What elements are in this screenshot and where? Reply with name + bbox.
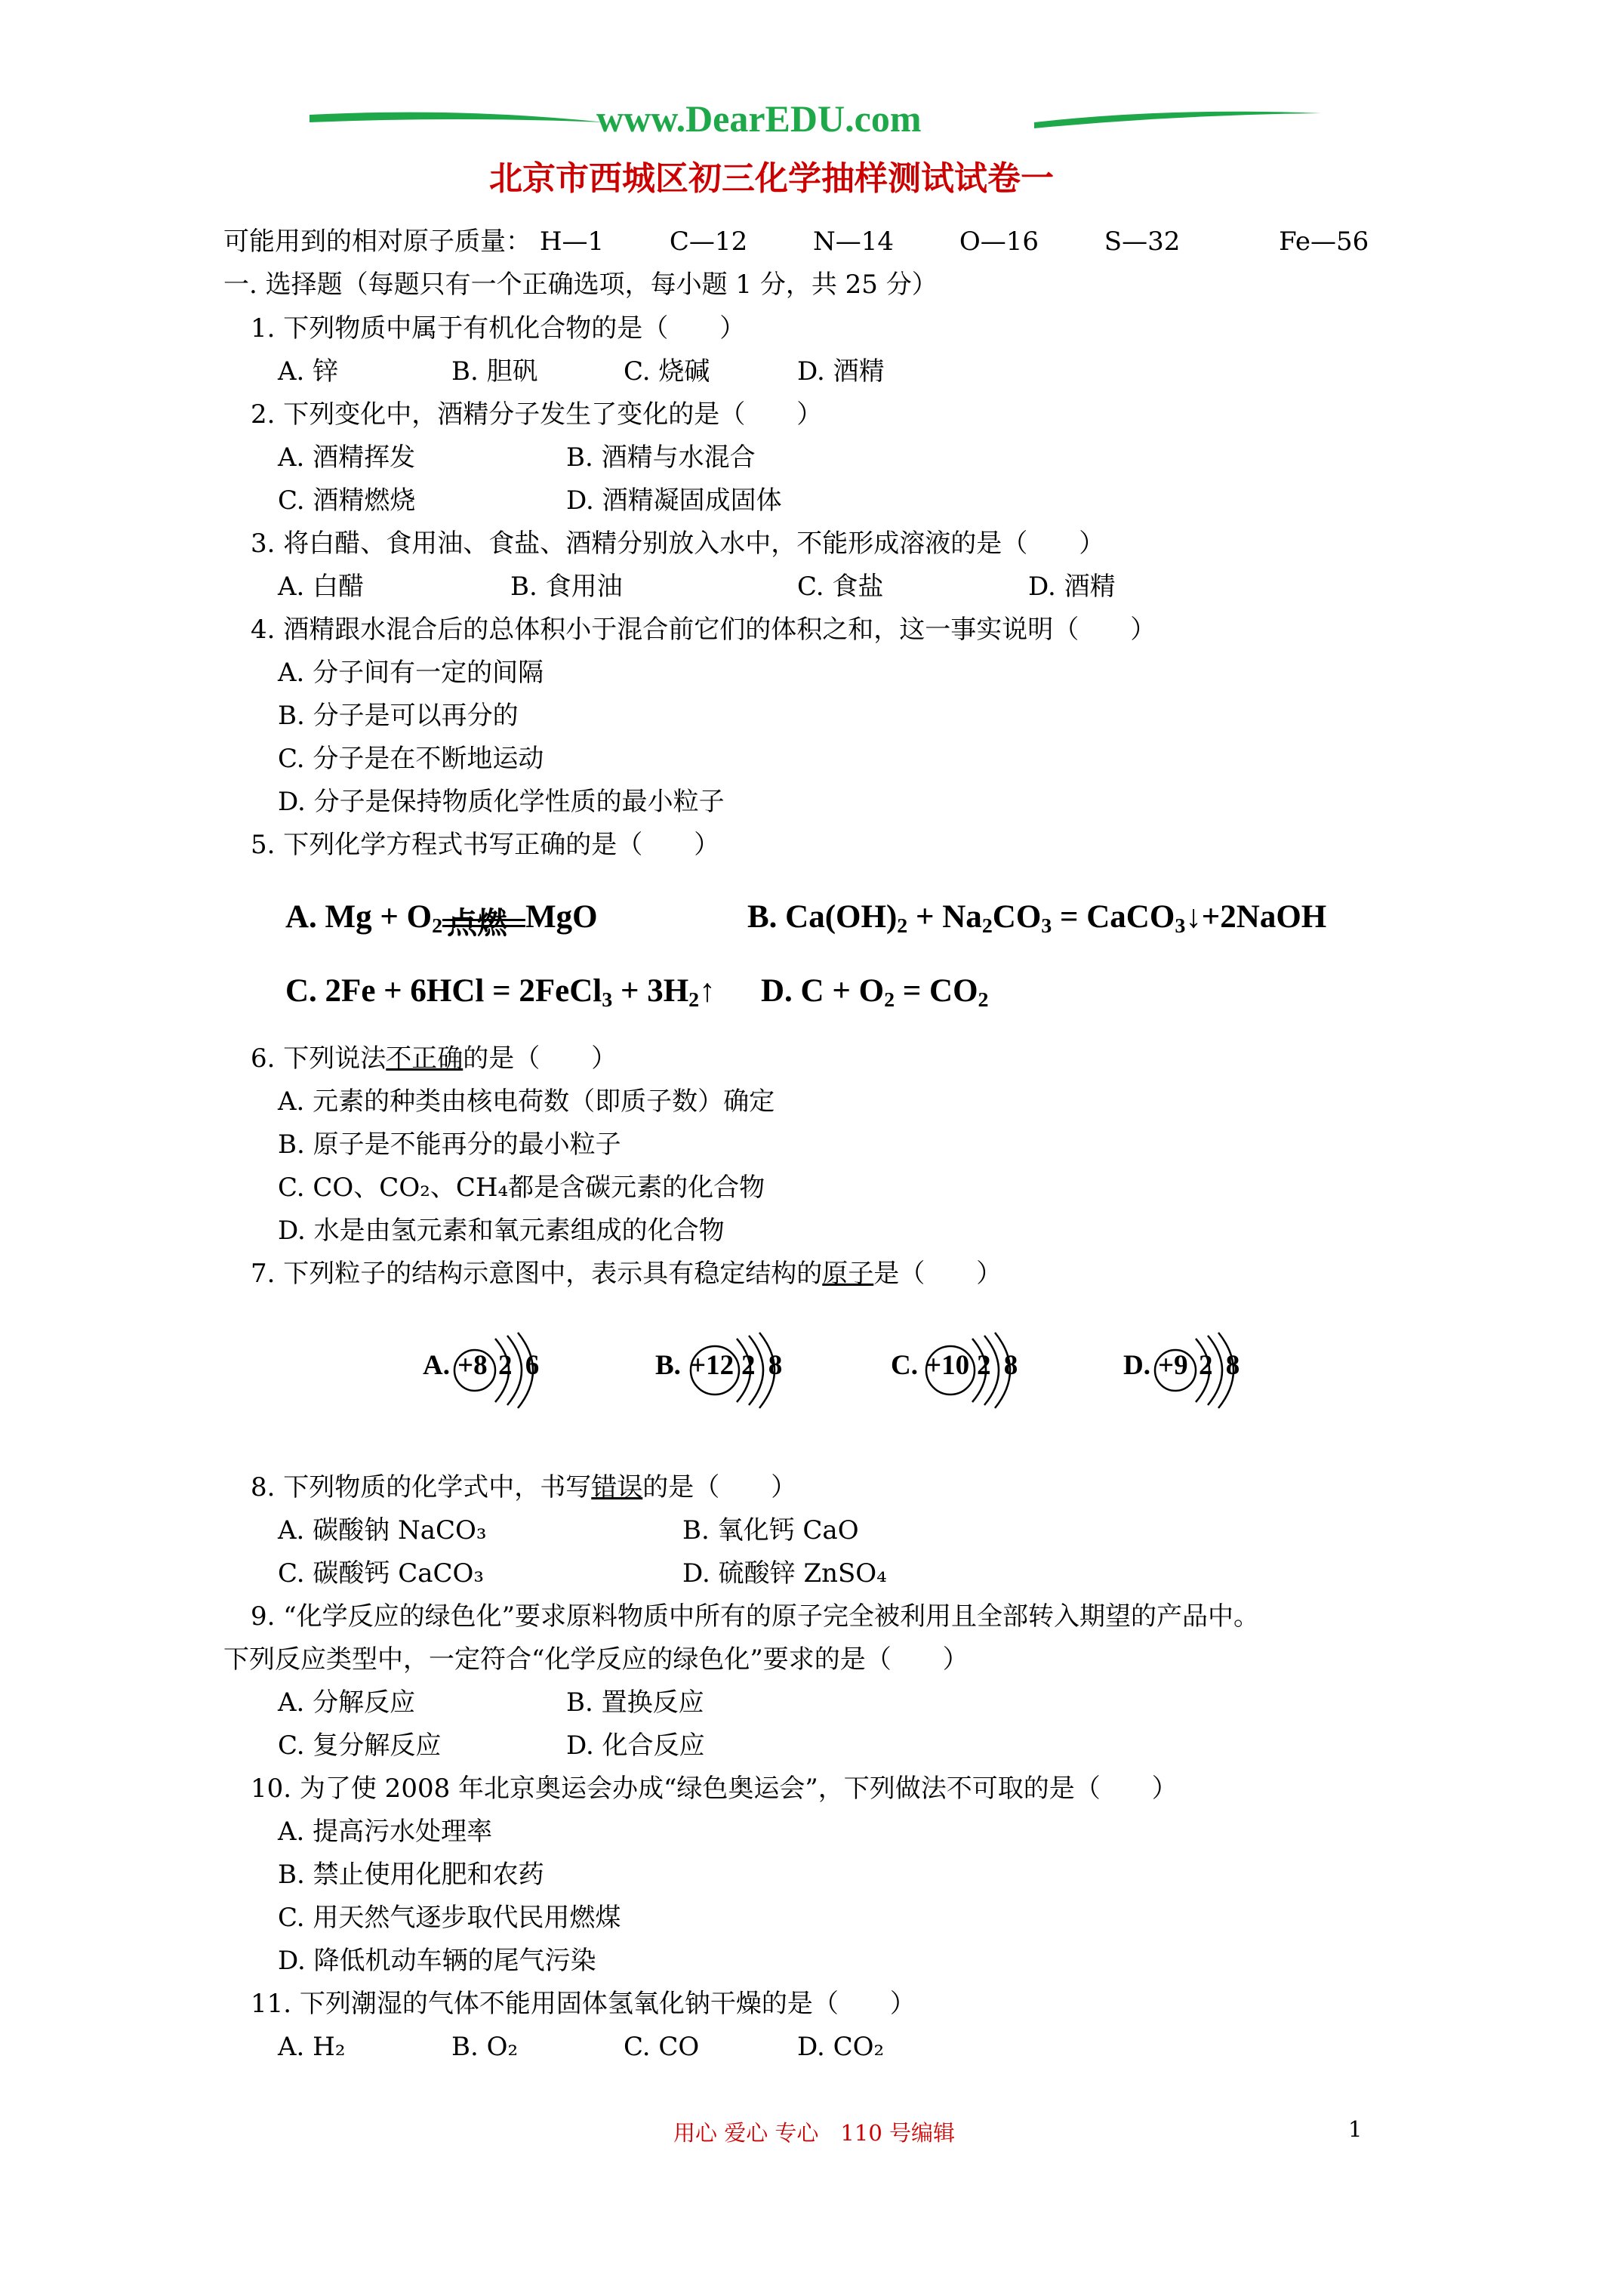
question-stem: 7. 下列粒子的结构示意图中，表示具有稳定结构的原子是（ ） [251, 1259, 1002, 1289]
banner-swoosh-left [310, 106, 604, 136]
question-stem: 9. “化学反应的绿色化”要求原料物质中所有的原子完全被利用且全部转入期望的产品中。 [251, 1601, 1260, 1632]
equation-c: C. 2Fe + 6HCl = 2FeCl$_3$ + $3H_2↑$ [285, 973, 716, 1012]
question-stem: 10. 为了使 2008 年北京奥运会办成“绿色奥运会”，下列做法不可取的是（ ） [251, 1774, 1178, 1804]
question-stem: 8. 下列物质的化学式中，书写错误的是（ ） [251, 1472, 797, 1502]
option: C. CO [624, 2032, 700, 2062]
site-url: www.DearEDU.com [596, 97, 922, 140]
equation-b: B. $Ca(OH)_2 + Na_2CO_3$ = CaCO$_3$↓+2NaOH [747, 899, 1327, 938]
atomic-mass-item: Fe—56 [1279, 227, 1369, 257]
option: C. 复分解反应 [278, 1730, 442, 1761]
option: B. 分子是可以再分的 [278, 701, 519, 731]
option: A. 元素的种类由核电荷数（即质子数）确定 [278, 1086, 775, 1117]
option: A. 锌 [278, 356, 339, 387]
question-stem: 2. 下列变化中，酒精分子发生了变化的是（ ） [251, 399, 823, 430]
option: A. 分解反应 [278, 1687, 416, 1718]
option: C. 碳酸钙 CaCO₃ [278, 1558, 485, 1589]
option: B. 酒精与水混合 [566, 442, 756, 473]
atom-diagram-a: A. +8 2 6 [423, 1325, 551, 1416]
question-stem: 3. 将白醋、食用油、食盐、酒精分别放入水中，不能形成溶液的是（ ） [251, 529, 1105, 559]
option: C. 食盐 [797, 572, 884, 602]
question-stem: 1. 下列物质中属于有机化合物的是（ ） [251, 313, 746, 344]
atom-diagram-b: B. +12 2 8 [655, 1325, 799, 1416]
footer-slogan: 用心 爱心 专心 110 号编辑 [673, 2120, 956, 2146]
option: A. H₂ [278, 2032, 346, 2062]
option: A. 分子间有一定的间隔 [278, 658, 544, 688]
option: C. 用天然气逐步取代民用燃煤 [278, 1903, 621, 1933]
option: A. 提高污水处理率 [278, 1817, 493, 1847]
atom-diagram-d: D. +9 2 8 [1123, 1325, 1252, 1416]
equation-d: D. $C + O_2 = CO_2$ [761, 973, 989, 1012]
option: B. O₂ [451, 2032, 519, 2062]
reaction-condition: 点燃 [447, 906, 508, 940]
option: D. 酒精凝固成固体 [566, 485, 782, 516]
option: D. 降低机动车辆的尾气污染 [278, 1946, 596, 1976]
option: D. 水是由氢元素和氧元素组成的化合物 [278, 1216, 725, 1246]
section-heading: 一. 选择题（每题只有一个正确选项，每小题 1 分，共 25 分） [223, 270, 938, 300]
option: A. 酒精挥发 [278, 442, 416, 473]
option: D. 化合反应 [566, 1730, 705, 1761]
question-stem: 6. 下列说法不正确的是（ ） [251, 1043, 617, 1074]
question-stem: 11. 下列潮湿的气体不能用固体氢氧化钠干燥的是（ ） [251, 1989, 916, 2019]
page-title: 北京市西城区初三化学抽样测试试卷一 [489, 159, 1054, 198]
option: C. 分子是在不断地运动 [278, 744, 544, 774]
question-stem: 5. 下列化学方程式书写正确的是（ ） [251, 830, 720, 860]
option: D. 酒精 [1028, 572, 1116, 602]
option: D. 酒精 [797, 356, 885, 387]
atomic-mass-item: N—14 [813, 227, 895, 257]
option: D. CO₂ [797, 2032, 885, 2062]
option: C. 酒精燃烧 [278, 485, 416, 516]
option: B. 胆矾 [451, 356, 538, 387]
option: D. 分子是保持物质化学性质的最小粒子 [278, 787, 725, 817]
option: B. 置换反应 [566, 1687, 704, 1718]
option: B. 氧化钙 CaO [682, 1515, 859, 1546]
atomic-masses-line [223, 227, 1369, 257]
option: B. 原子是不能再分的最小粒子 [278, 1130, 621, 1160]
question-stem: 4. 酒精跟水混合后的总体积小于混合前它们的体积之和，这一事实说明（ ） [251, 615, 1156, 645]
atomic-mass-item: O—16 [959, 227, 1039, 257]
banner-swoosh-right [1034, 106, 1321, 136]
option: C. CO、CO₂、CH₄都是含碳元素的化合物 [278, 1173, 765, 1203]
option: B. 禁止使用化肥和农药 [278, 1860, 544, 1890]
equation-a: A. $Mg + O_2$ 点燃 MgO [285, 898, 598, 938]
atom-diagram-c: C. +10 2 8 [891, 1325, 1034, 1416]
option: D. 硫酸锌 ZnSO₄ [682, 1558, 887, 1589]
option: A. 白醋 [278, 572, 365, 602]
question-stem-continued: 下列反应类型中，一定符合“化学反应的绿色化”要求的是（ ） [223, 1644, 969, 1675]
option: B. 食用油 [510, 572, 623, 602]
option: C. 烧碱 [624, 356, 710, 387]
atomic-mass-item: H—1 [539, 227, 605, 257]
atomic-mass-item: C—12 [669, 227, 748, 257]
atomic-masses-label: 可能用到的相对原子质量： [223, 227, 531, 257]
option: A. 碳酸钠 NaCO₃ [278, 1515, 487, 1546]
page-number: 1 [1348, 2116, 1363, 2142]
atomic-mass-item: S—32 [1104, 227, 1181, 257]
